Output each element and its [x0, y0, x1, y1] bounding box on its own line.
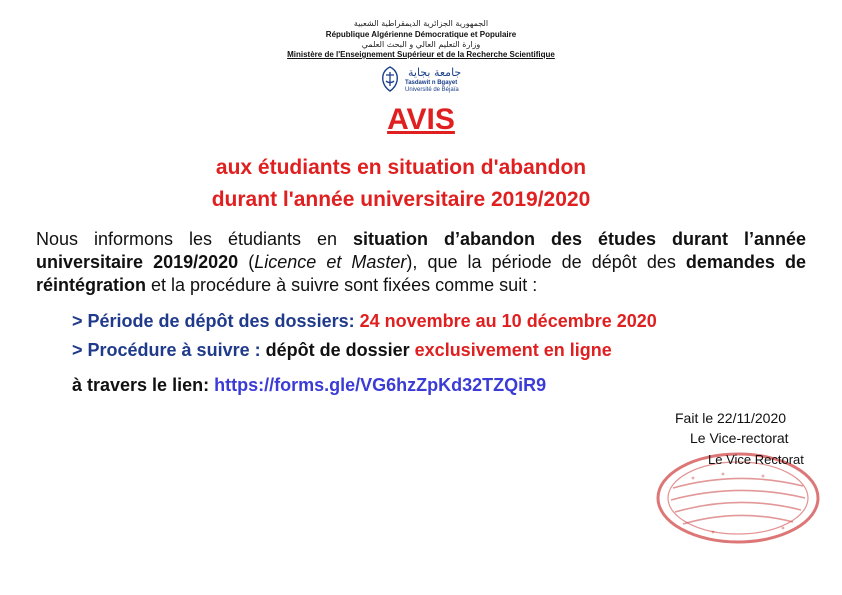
notice-subtitle-line-1: aux étudiants en situation d'abandon [215, 156, 587, 179]
university-logo [380, 66, 470, 96]
procedure-value: dépôt de dossier [265, 340, 410, 360]
signature-office: Le Vice-rectorat [690, 430, 789, 446]
header-ministry-arabic: وزارة التعليم العالي و البحث العلمي [361, 40, 481, 49]
signature-date: Fait le 22/11/2020 [675, 410, 787, 426]
logo-french-name: Université de Béjaïa [405, 87, 459, 93]
registration-link[interactable]: https://forms.gle/VG6hzZpKd32TZQiR9 [214, 375, 547, 395]
abandon-situation-emphasis: situation d’abandon des études durant l’année universitaire 2019/2020 [36, 229, 806, 272]
procedure-online-emphasis: exclusivement en ligne [414, 340, 612, 360]
notice-paragraph: Nous informons les étudiants en situation d’abandon des études durant l’année universitaire 2019/2020 (Licence et Master), que la période de dépôt des demandes de réintégration et la procédure à suivre sont fixées comme suit : [36, 229, 806, 295]
university-emblem-icon [380, 66, 400, 92]
header-ministry-french: Ministère de l'Enseignement Supérieur et de la Recherche Scientifique [287, 50, 555, 59]
period-label: > Période de dépôt des dossiers: [72, 311, 355, 331]
link-label: à travers le lien: [72, 375, 210, 395]
logo-arabic-name: جامعة بجاية [408, 66, 462, 79]
logo-kabyle-name: Tasdawit n Bgayet [405, 80, 458, 86]
period-value: 24 novembre au 10 décembre 2020 [359, 311, 657, 331]
link-line [72, 375, 546, 396]
reintegration-emphasis: demandes de réintégration [36, 252, 806, 295]
notice-title: AVIS [387, 103, 455, 136]
header-republic-french: République Algérienne Démocratique et Populaire [325, 30, 517, 39]
notice-subtitle-line-2: durant l'année universitaire 2019/2020 [211, 188, 591, 211]
procedure-label: > Procédure à suivre : [72, 340, 261, 360]
procedure-line [72, 340, 612, 361]
period-line [72, 311, 657, 332]
header-republic-arabic: الجمهورية الجزائرية الديمقراطية الشعبية [353, 19, 489, 28]
degree-levels: Licence et Master [254, 252, 407, 272]
signature-name: Le Vice Rectorat [708, 452, 804, 467]
